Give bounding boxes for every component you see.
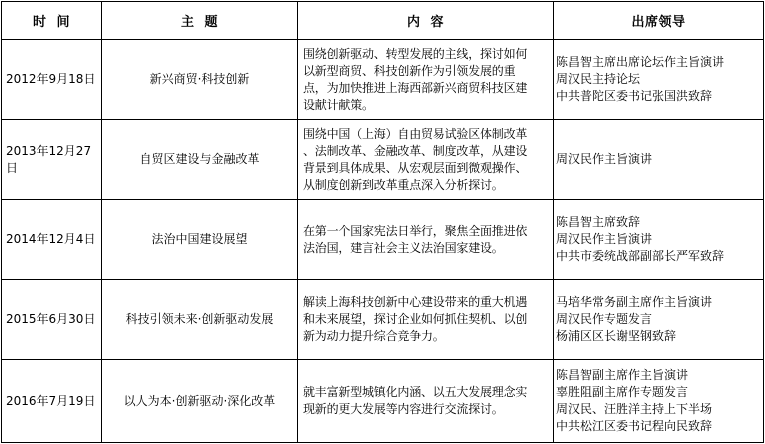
content-line: 现新的更大发展等内容进行交流探讨。	[303, 402, 504, 416]
table-row	[2, 200, 764, 280]
date-cell: 2012年9月18日	[2, 40, 102, 120]
leaders-cell	[554, 280, 764, 360]
leaders-cell	[554, 120, 764, 200]
leaders-cell	[554, 200, 764, 280]
leaders-cell	[554, 360, 764, 443]
table-row	[2, 40, 764, 120]
date-cell: 2013年12月27日	[2, 120, 102, 200]
leader-line: 中共市委统战部副部长严军致辞	[556, 249, 725, 263]
header-row	[2, 2, 764, 40]
theme-cell: 科技引领未来·创新驱动发展	[102, 280, 298, 360]
leaders-cell	[554, 40, 764, 120]
content-line: 、法制改革、金融改革、制度改革，从建设	[303, 143, 528, 158]
table-row	[2, 280, 764, 360]
content-line: 就丰富新型城镇化内涵、以五大发展理念实	[303, 385, 528, 399]
leader-line: 马培华常务副主席作主旨演讲	[556, 295, 713, 309]
leader-line: 周汉民、汪胜洋主持上下半场	[556, 402, 713, 416]
leader-line: 周汉民作主旨演讲	[556, 232, 653, 246]
leader-line: 中共普陀区委书记张国洪致辞	[556, 89, 713, 103]
events-table	[1, 1, 764, 443]
leader-line: 周汉民主持论坛	[556, 72, 641, 86]
date-cell: 2015年6月30日	[2, 280, 102, 360]
leader-line: 陈昌智主席致辞	[556, 215, 641, 229]
theme-cell: 以人为本·创新驱动·深化改革	[102, 360, 298, 443]
content-cell	[298, 40, 554, 120]
leader-line: 中共松江区委书记程向民致辞	[556, 419, 713, 433]
leader-line: 陈昌智副主席作主旨演讲	[556, 368, 689, 382]
content-cell	[298, 200, 554, 280]
content-cell	[298, 120, 554, 200]
content-line: 点，为加快推进上海西部新兴商贸科技区建	[303, 80, 528, 95]
header-content: 内 容	[298, 2, 554, 40]
content-line: 背景到具体成果、从宏观层面到微观操作、	[303, 160, 528, 175]
leader-line: 周汉民作主旨演讲	[556, 152, 653, 166]
leader-line: 周汉民作专题发言	[556, 312, 653, 326]
content-line: 围绕中国（上海）自由贸易试验区体制改革	[303, 126, 528, 141]
header-leaders: 出席领导	[554, 2, 764, 40]
content-line: 从制度创新到改革重点深入分析探讨。	[303, 177, 504, 192]
theme-cell: 自贸区建设与金融改革	[102, 120, 298, 200]
content-line: 法治国，建言社会主义法治国家建设。	[303, 240, 504, 255]
content-line: 围绕创新驱动、转型发展的主线，探讨如何	[303, 46, 528, 61]
leader-line: 辜胜阻副主席作专题发言	[556, 385, 689, 399]
content-line: 以新型商贸、科技创新作为引领发展的重	[303, 63, 516, 78]
header-time: 时 间	[2, 2, 102, 40]
leader-line: 陈昌智主席出席论坛作主旨演讲	[556, 55, 725, 69]
leader-line: 杨浦区区长谢坚钢致辞	[556, 329, 677, 343]
theme-cell: 新兴商贸·科技创新	[102, 40, 298, 120]
content-line: 设献计献策。	[303, 97, 374, 112]
content-cell	[298, 360, 554, 443]
content-line: 新为动力提升综合竞争力。	[303, 329, 445, 343]
table-row	[2, 360, 764, 443]
content-line: 和未来展望，探讨企业如何抓住契机、以创	[303, 312, 528, 326]
theme-cell: 法治中国建设展望	[102, 200, 298, 280]
table-row	[2, 120, 764, 200]
date-cell: 2014年12月4日	[2, 200, 102, 280]
content-cell	[298, 280, 554, 360]
header-theme: 主 题	[102, 2, 298, 40]
content-line: 在第一个国家宪法日举行，聚焦全面推进依	[303, 223, 528, 238]
content-line: 解读上海科技创新中心建设带来的重大机遇	[303, 295, 528, 309]
date-cell: 2016年7月19日	[2, 360, 102, 443]
